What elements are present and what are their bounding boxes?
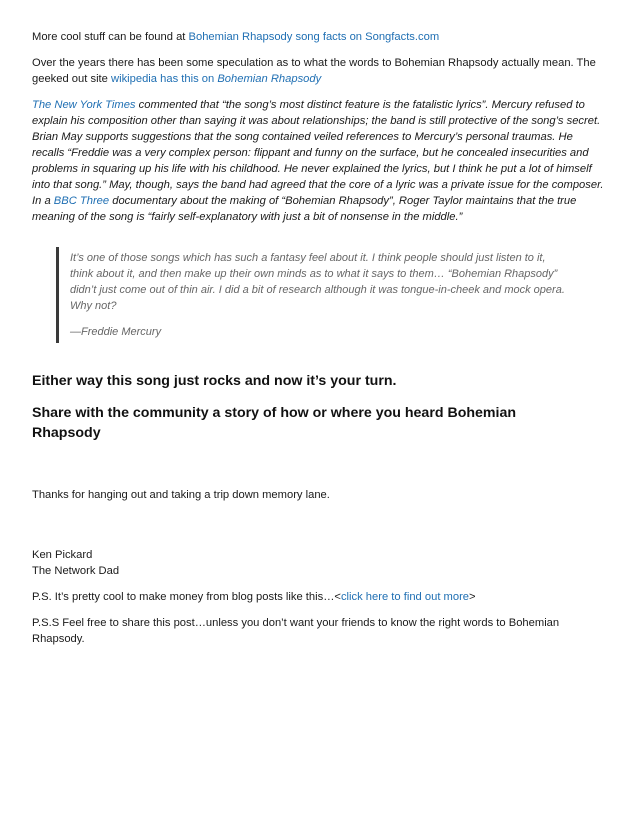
quote-attribution: —Freddie Mercury	[70, 326, 162, 338]
find-out-more-link[interactable]: click here to find out more	[340, 591, 470, 603]
wikipedia-link-title: Bohemian Rhapsody	[217, 73, 322, 85]
thanks-text: Thanks for hanging out and taking a trip down memory lane.	[32, 489, 330, 501]
article-body	[32, 29, 608, 647]
speculation-text: Over the years there has been some speculation as to what the words to Bohemian Rhapsody actually mean. The geeked out site	[32, 57, 596, 85]
songfacts-text: More cool stuff can be found at	[32, 31, 189, 43]
songfacts-paragraph	[32, 29, 608, 45]
signature	[32, 547, 608, 579]
ps-text: P.S. It’s pretty cool to make money from blog posts like this…<	[32, 591, 341, 603]
mercury-quote	[56, 247, 570, 343]
pss-paragraph: P.S.S Feel free to share this post…unless you don’t want your friends to know the right words to Bohemian Rhapsody.	[32, 617, 560, 645]
nyt-link[interactable]: The New York Times	[32, 99, 136, 111]
quote-text: It’s one of those songs which has such a fantasy feel about it. I think people should just listen to it, think about it, and then make up their own minds as to what it says to them… “Bohemian Rhapsody” didn’t just come out of thin air. I did a bit of research although it was tongue-in-cheek and mock opera. Why not?	[70, 252, 565, 312]
ps-end: >	[469, 591, 476, 603]
nyt-paragraph	[32, 97, 608, 225]
wikipedia-link-text: wikipedia has this on	[111, 73, 218, 85]
share-heading: Share with the community a story of how or where you heard Bohemian Rhapsody	[32, 405, 517, 441]
wikipedia-link[interactable]	[111, 73, 321, 85]
songfacts-link[interactable]: Bohemian Rhapsody song facts on Songfacts.com	[188, 31, 440, 43]
speculation-paragraph	[32, 55, 608, 87]
nyt-text-2: documentary about the making of “Bohemian Rhapsody”, Roger Taylor maintains that the true meaning of the song is “fairly self-explanatory with just a bit of nonsense in the middle.”	[32, 195, 577, 223]
signature-name: Ken Pickard	[32, 549, 93, 561]
ps-paragraph	[32, 589, 608, 605]
signature-title: The Network Dad	[32, 565, 120, 577]
turn-heading: Either way this song just rocks and now it’s your turn.	[32, 373, 397, 389]
bbc-three-link[interactable]: BBC Three	[53, 195, 110, 207]
nyt-text-1: commented that “the song’s most distinct feature is the fatalistic lyrics”. Mercury refused to explain his composition other than saying it was about relationships; the band is still protective of the song’s secret. Brian May supports suggestions that the song contained veiled references to Mercury’s personal traumas. He recalls “Freddie was a very complex person: flippant and funny on the surface, but he concealed insecurities and problems in squaring up his life with his childhood. He never explained the lyrics, but I think he put a lot of himself into that song.” May, though, says the band had agreed that the core of a lyric was a private issue for the composer. In a	[32, 99, 604, 207]
